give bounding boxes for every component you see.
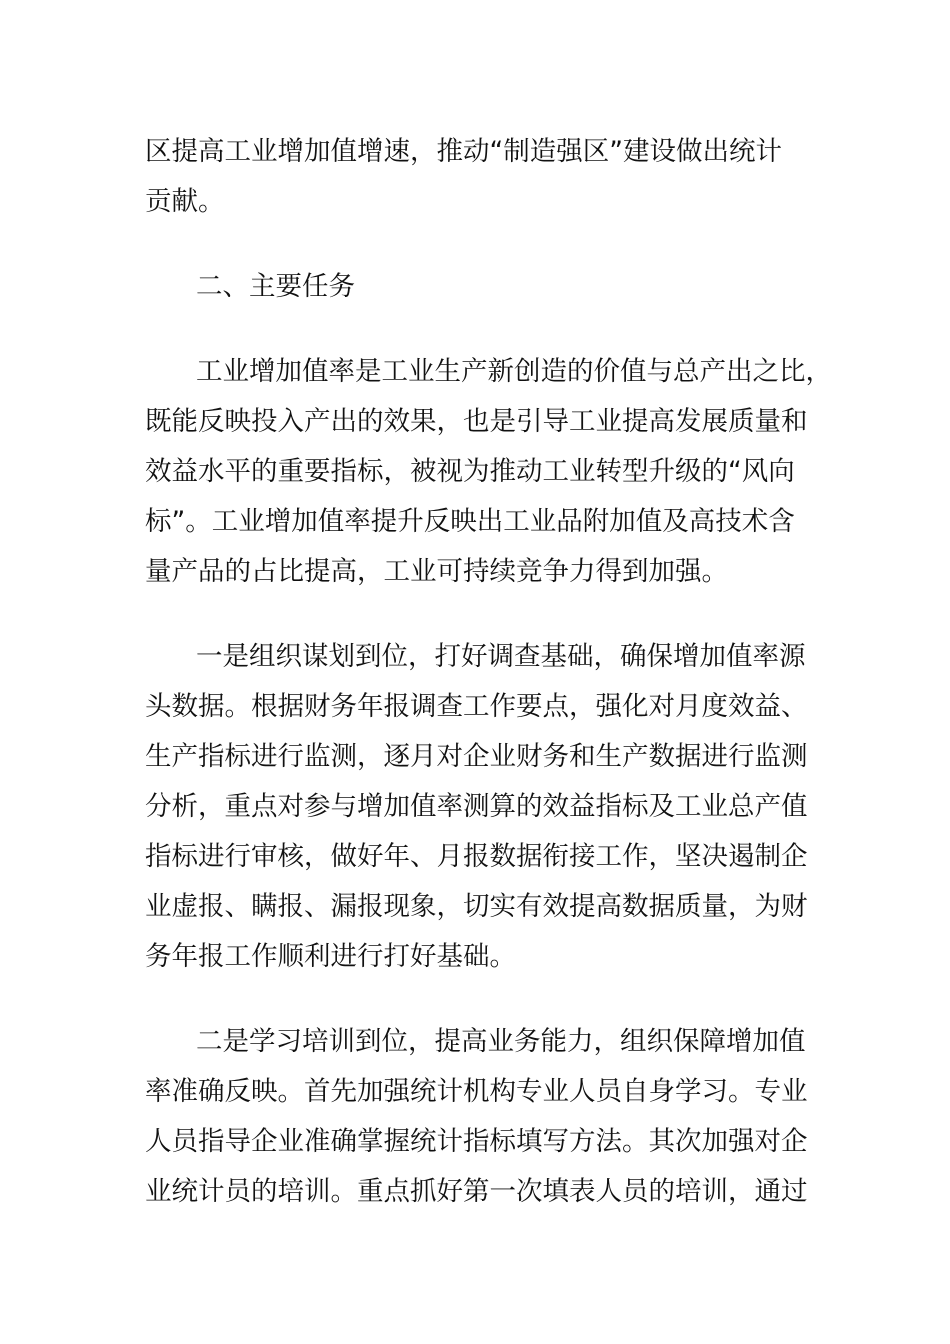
text-line: 分析，重点对参与增加值率测算的效益指标及工业总产值 bbox=[145, 791, 808, 822]
text-line: 生产指标进行监测，逐月对企业财务和生产数据进行监测 bbox=[145, 741, 808, 772]
text-line: 量产品的占比提高，工业可持续竞争力得到加强。 bbox=[145, 556, 728, 587]
text-line: 率准确反映。首先加强统计机构专业人员自身学习。专业 bbox=[145, 1076, 808, 1107]
text-line: 贡献。 bbox=[145, 186, 225, 217]
text-line: 业虚报、瞒报、漏报现象，切实有效提高数据质量，为财 bbox=[145, 891, 808, 922]
text-line: 头数据。根据财务年报调查工作要点，强化对月度效益、 bbox=[145, 691, 808, 722]
text-line: 务年报工作顺利进行打好基础。 bbox=[145, 941, 516, 972]
text-line: 指标进行审核，做好年、月报数据衔接工作，坚决遏制企 bbox=[145, 841, 808, 872]
text-line: 既能反映投入产出的效果，也是引导工业提高发展质量和 bbox=[145, 406, 808, 437]
text-line: 一是组织谋划到位，打好调查基础，确保增加值率源 bbox=[196, 641, 806, 672]
section-heading: 二、主要任务 bbox=[196, 271, 355, 302]
text-line: 二是学习培训到位，提高业务能力，组织保障增加值 bbox=[196, 1026, 806, 1057]
text-line: 区提高工业增加值增速，推动“制造强区”建设做出统计 bbox=[145, 136, 782, 167]
text-line: 工业增加值率是工业生产新创造的价值与总产出之比， bbox=[196, 356, 832, 387]
text-line: 标”。工业增加值率提升反映出工业品附加值及高技术含 bbox=[145, 506, 795, 537]
text-line: 人员指导企业准确掌握统计指标填写方法。其次加强对企 bbox=[145, 1126, 808, 1157]
text-line: 业统计员的培训。重点抓好第一次填表人员的培训，通过 bbox=[145, 1176, 808, 1207]
text-line: 效益水平的重要指标，被视为推动工业转型升级的“风向 bbox=[145, 456, 795, 487]
